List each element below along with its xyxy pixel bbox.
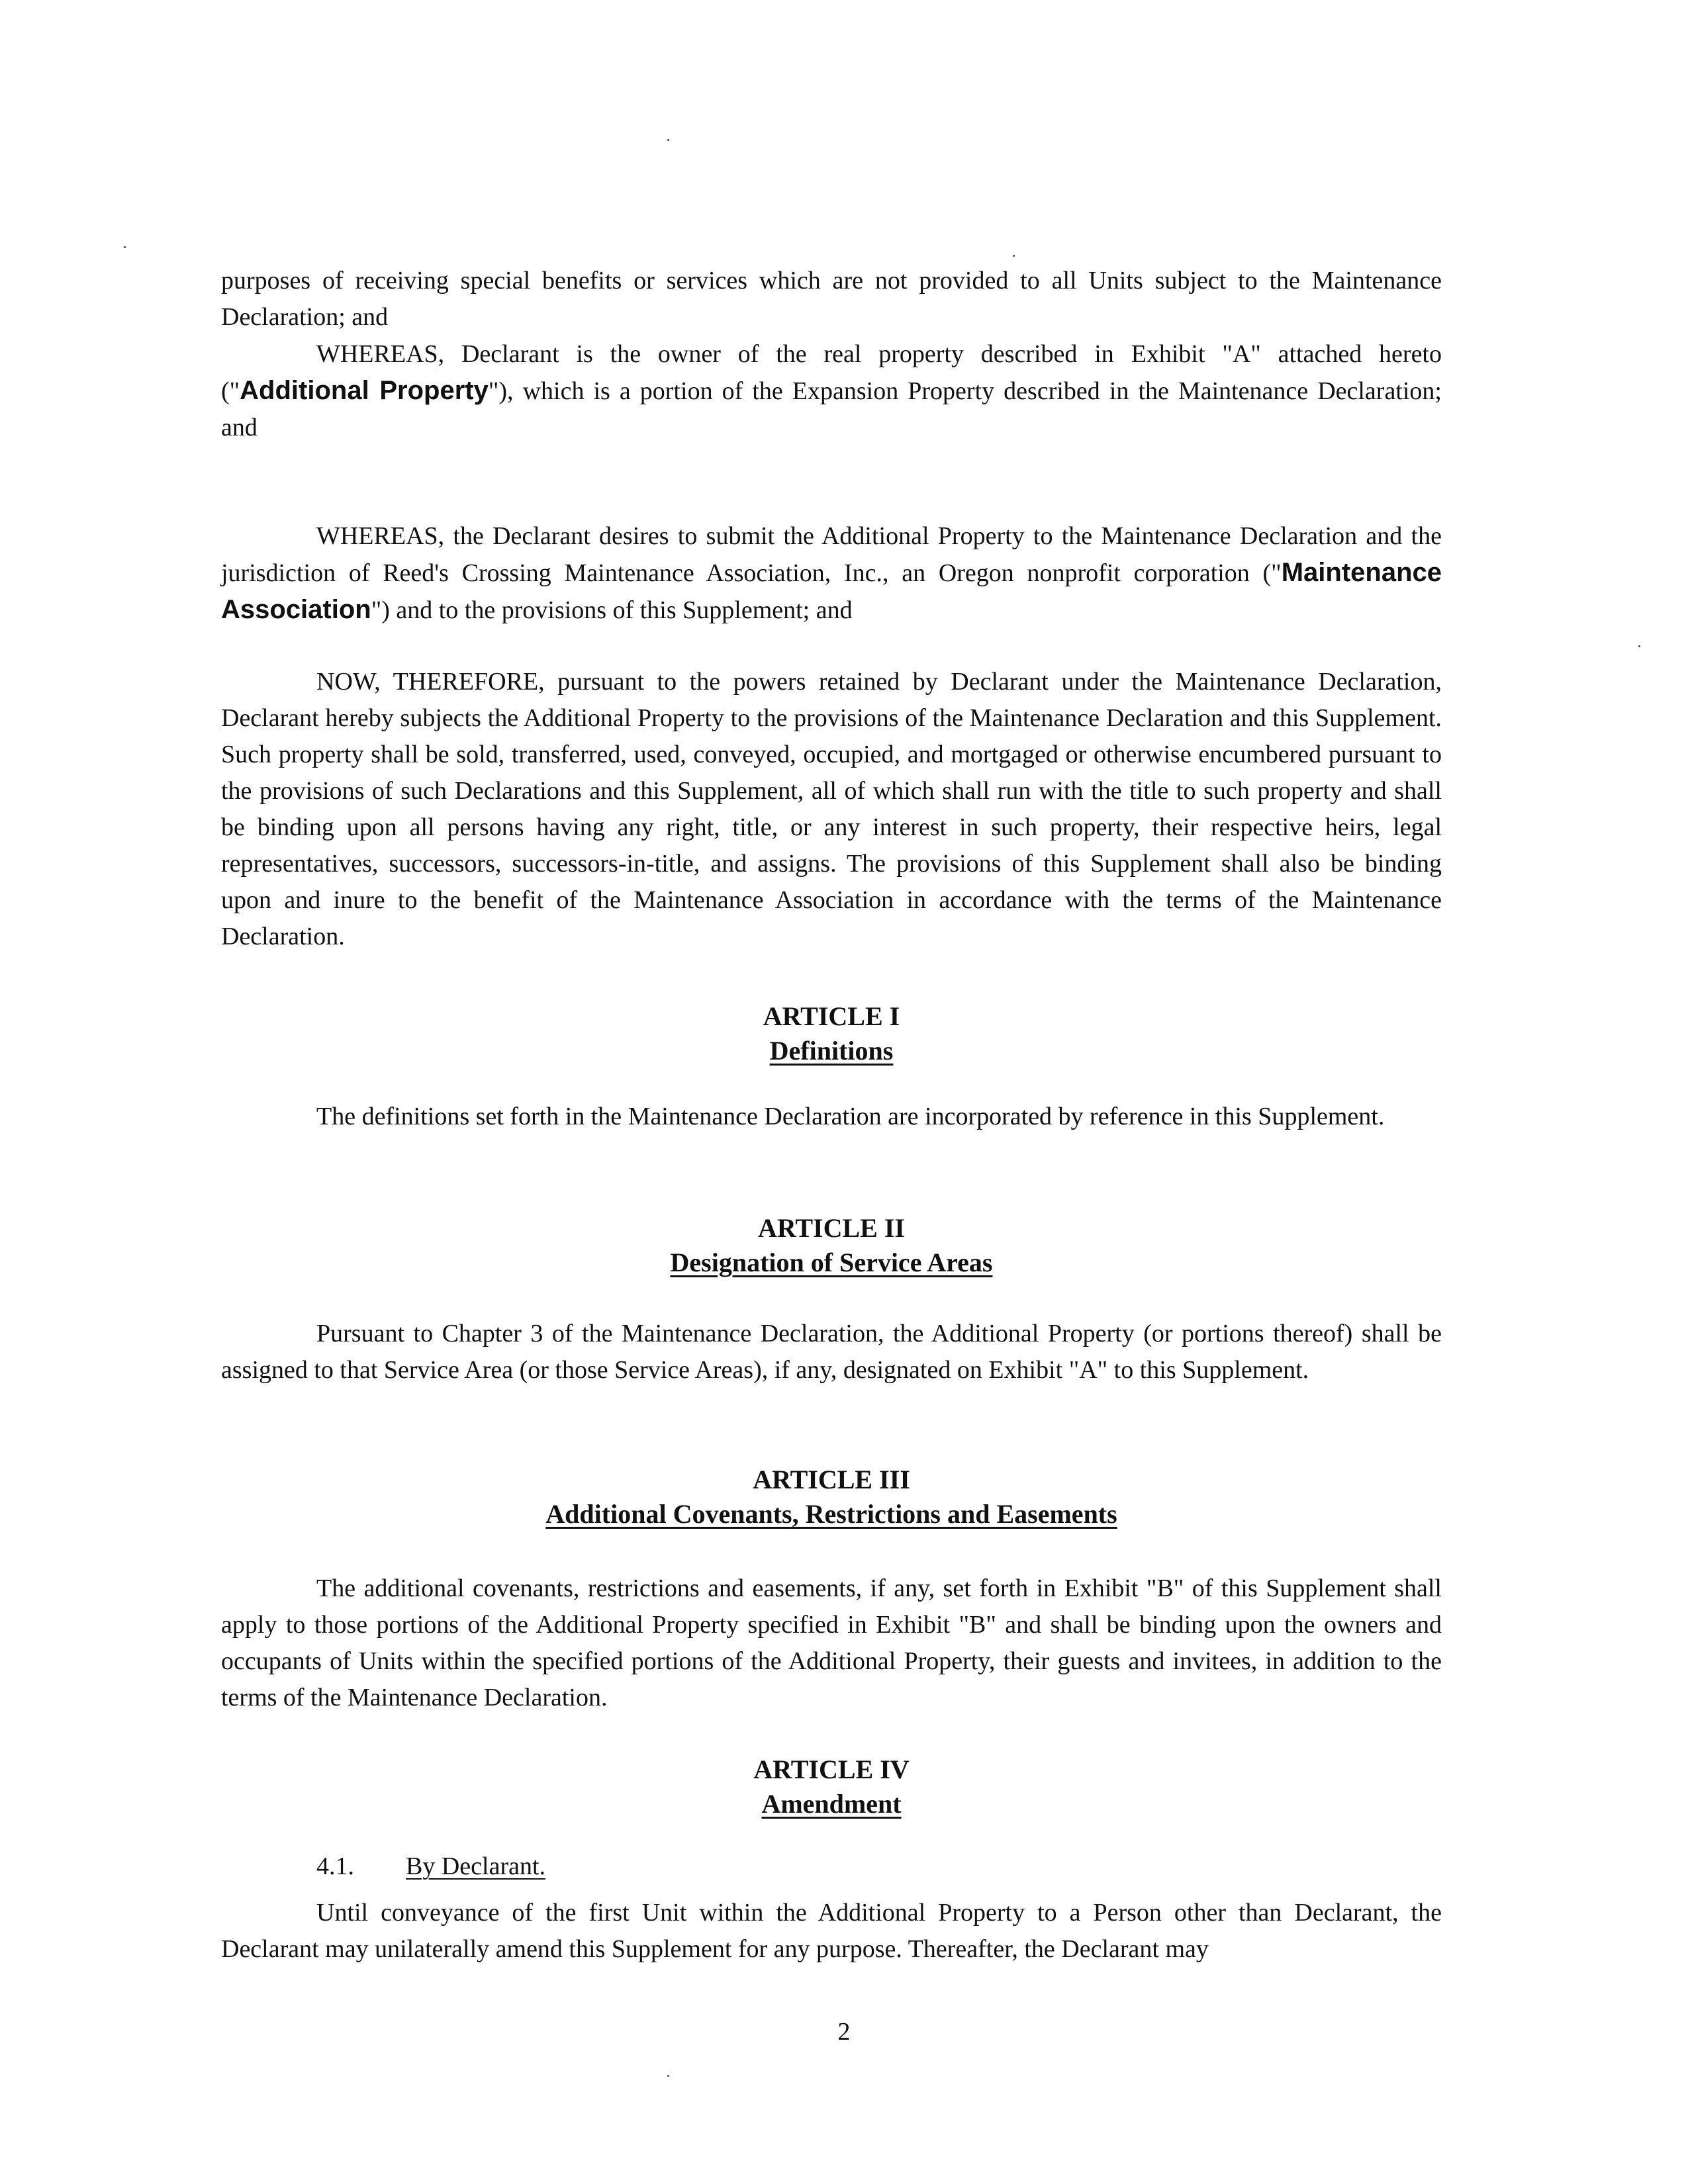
section-4-1-heading <box>316 1848 545 1885</box>
article-4-title: Amendment <box>761 1789 902 1819</box>
article-2-number: ARTICLE II <box>758 1213 905 1243</box>
whereas2-text-after: ") and to the provisions of this Supplement; and <box>371 596 853 624</box>
whereas-paragraph-2 <box>221 518 1442 629</box>
defined-term-additional-property: Additional Property <box>240 376 489 405</box>
scan-speck <box>667 139 669 141</box>
scan-speck <box>1638 645 1640 647</box>
article-1-number: ARTICLE I <box>763 1001 900 1031</box>
whereas1-text-before: WHEREAS, Declarant is the owner of the real property described in Exhibit "A" attached hereto (" <box>221 340 1442 405</box>
page-number: 2 <box>837 2018 851 2046</box>
whereas-paragraph-1 <box>221 336 1442 446</box>
now-therefore-paragraph: NOW, THEREFORE, pursuant to the powers retained by Declarant under the Maintenance Declaration, Declarant hereby subjects the Additional Property to the provisions of the Maintenance Declaration and this Supplement. Such property shall be sold, transferred, used, conveyed, occupied, and mortgaged or otherwise encumbered pursuant to the provisions of such Declarations and this Supplement, all of which shall run with the title to such property and shall be binding upon all persons having any right, title, or any interest in such property, their respective heirs, legal representatives, successors, successors-in-title, and assigns. The provisions of this Supplement shall also be binding upon and inure to the benefit of the Maintenance Association in accordance with the terms of the Maintenance Declaration. <box>221 668 1442 950</box>
article-1-body: The definitions set forth in the Maintenance Declaration are incorporated by reference in this Supplement. <box>316 1103 1385 1130</box>
article-4-heading <box>221 1752 1442 1821</box>
article-2-heading <box>221 1211 1442 1280</box>
article-3-heading <box>221 1463 1442 1531</box>
section-4-1-body: Until conveyance of the first Unit within the Additional Property to a Person other than Declarant, the Declarant may unilaterally amend this Supplement for any purpose. Thereafter, the Declarant may <box>221 1899 1442 1963</box>
intro-paragraph: purposes of receiving special benefits or services which are not provided to all Units subject to the Maintenance Declaration; and <box>221 267 1442 331</box>
scan-speck <box>667 2075 669 2077</box>
article-3-title: Additional Covenants, Restrictions and Easements <box>545 1499 1117 1529</box>
article-2-body: Pursuant to Chapter 3 of the Maintenance Declaration, the Additional Property (or portions thereof) shall be assigned to that Service Area (or those Service Areas), if any, designated on Exhibit "A" to this Supplement. <box>221 1320 1442 1384</box>
article-3-number: ARTICLE III <box>753 1465 910 1494</box>
scan-speck <box>1013 255 1015 257</box>
section-4-1-number: 4.1. <box>316 1852 354 1880</box>
scan-speck <box>124 246 126 248</box>
article-2-title: Designation of Service Areas <box>670 1248 993 1277</box>
article-1-title: Definitions <box>769 1036 894 1066</box>
article-1-heading <box>221 999 1442 1068</box>
whereas1-text-after: "), which is a portion of the Expansion Property described in the Maintenance Declaration; and <box>221 377 1442 441</box>
whereas2-text-before: WHEREAS, the Declarant desires to submit the Additional Property to the Maintenance Declaration and the jurisdiction of Reed's Crossing Maintenance Association, Inc., an Oregon nonprofit corporation (" <box>221 522 1442 587</box>
article-4-number: ARTICLE IV <box>753 1754 910 1784</box>
defined-term-maintenance-association: Maintenance Association <box>221 558 1442 624</box>
section-4-1-title: By Declarant. <box>406 1852 546 1880</box>
article-3-body: The additional covenants, restrictions and easements, if any, set forth in Exhibit "B" of this Supplement shall apply to those portions of the Additional Property specified in Exhibit "B" and shall be binding upon the owners and occupants of Units within the specified portions of the Additional Property, their guests and invitees, in addition to the terms of the Maintenance Declaration. <box>221 1574 1442 1711</box>
